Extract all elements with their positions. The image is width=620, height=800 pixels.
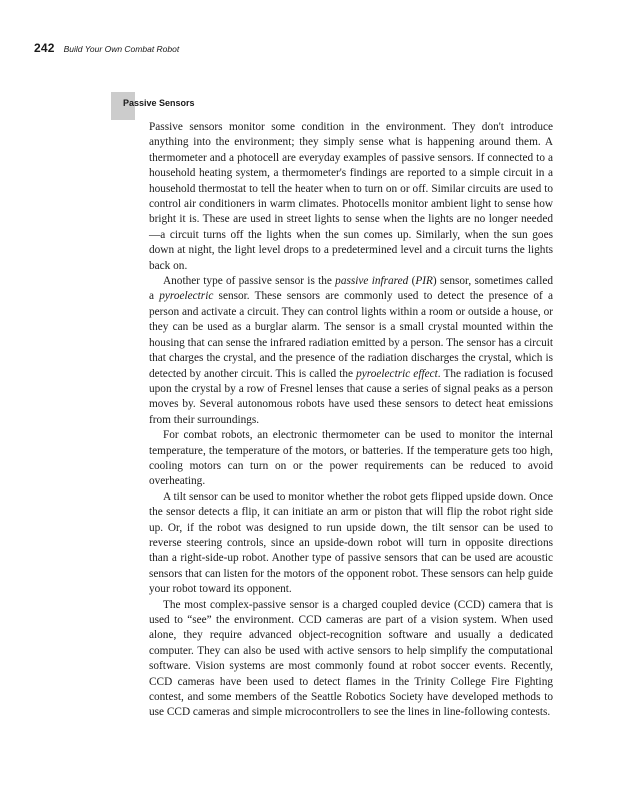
section-title: Passive Sensors (123, 98, 195, 108)
paragraph-5: The most complex-passive sensor is a charged coupled device (CCD) camera that is used to “see” the environment. CCD cameras are part of a vision system. When used alone, they require advanced object-recognition software and usually a dedicated computer. They can also be used with active sensors to help simplify the computational software. Vision systems are most commonly found at robot soccer events. Recently, CCD cameras have been used to detect flames in the Trinity College Fire Fighting contest, and some members of the Seattle Robotics Society have developed methods to use CCD cameras and simple microcontrollers to see the lines in line-following contests. (149, 598, 553, 719)
paragraph-3: For combat robots, an electronic thermometer can be used to monitor the internal temperature, the temperature of the motors, or batteries. If the temperature gets too high, cooling motors can turn on or the power requirements can be reduced to avoid overheating. (149, 429, 553, 488)
paragraph-1: Passive sensors monitor some condition in the environment. They don't introduce anything into the environment; they simply sense what is happening around them. A thermometer and a photocell are everyday examples of passive sensors. If connected to a household heating system, a thermometer's findings are reported to a simple circuit in a household thermostat to tell the heater when to turn on or off. Similar circuits are used to control air conditioners in warm climates. Photocells monitor ambient light to sense how bright it is. These are used in street lights to sense when the lights are no longer needed—a circuit turns off the lights when the sun comes up. Similarly, when the sun goes down at night, the light level drops to a predetermined level and a circuit turns the lights back on. (149, 121, 553, 272)
page-header (34, 41, 179, 55)
paragraph-2: Another type of passive sensor is the passive infrared (PIR) sensor, sometimes called a pyroelectric sensor. These sensors are commonly used to detect the presence of a person and activate a circuit. They can control lights within a room or outside a house, or they can be used as a burglar alarm. The sensor is a small crystal mounted within the housing that can sense the infrared radiation emitted by a person. The sensor has a circuit that charges the crystal, and the presence of the radiation discharges the crystal, which is detected by another circuit. This is called the pyroelectric effect. The radiation is focused upon the crystal by a row of Fresnel lenses that cause a series of signal peaks as a person moves by. Several autonomous robots have used these sensors to detect heat emissions from their surroundings. (149, 275, 553, 426)
term-pir: PIR (415, 275, 433, 288)
body-text (149, 120, 553, 721)
running-title: Build Your Own Combat Robot (63, 44, 180, 54)
term-passive-infrared: passive infrared (335, 275, 409, 288)
paragraph-4: A tilt sensor can be used to monitor whether the robot gets flipped upside down. Once the sensor detects a flip, it can initiate an arm or piston that will flip the robot right side up. Or, if the robot was designed to run upside down, the tilt sensor can be used to reverse steering controls, since an upside-down robot will turn in opposite directions than a right-side-up robot. Another type of passive sensors that can be used are acoustic sensors that can listen for the motors of the opponent robot. These sensors can help guide your robot toward its opponent. (149, 490, 553, 596)
term-pyroelectric-effect: pyroelectric effect (356, 367, 438, 380)
term-pyroelectric: pyroelectric (159, 290, 214, 303)
page-number: 242 (34, 41, 55, 55)
